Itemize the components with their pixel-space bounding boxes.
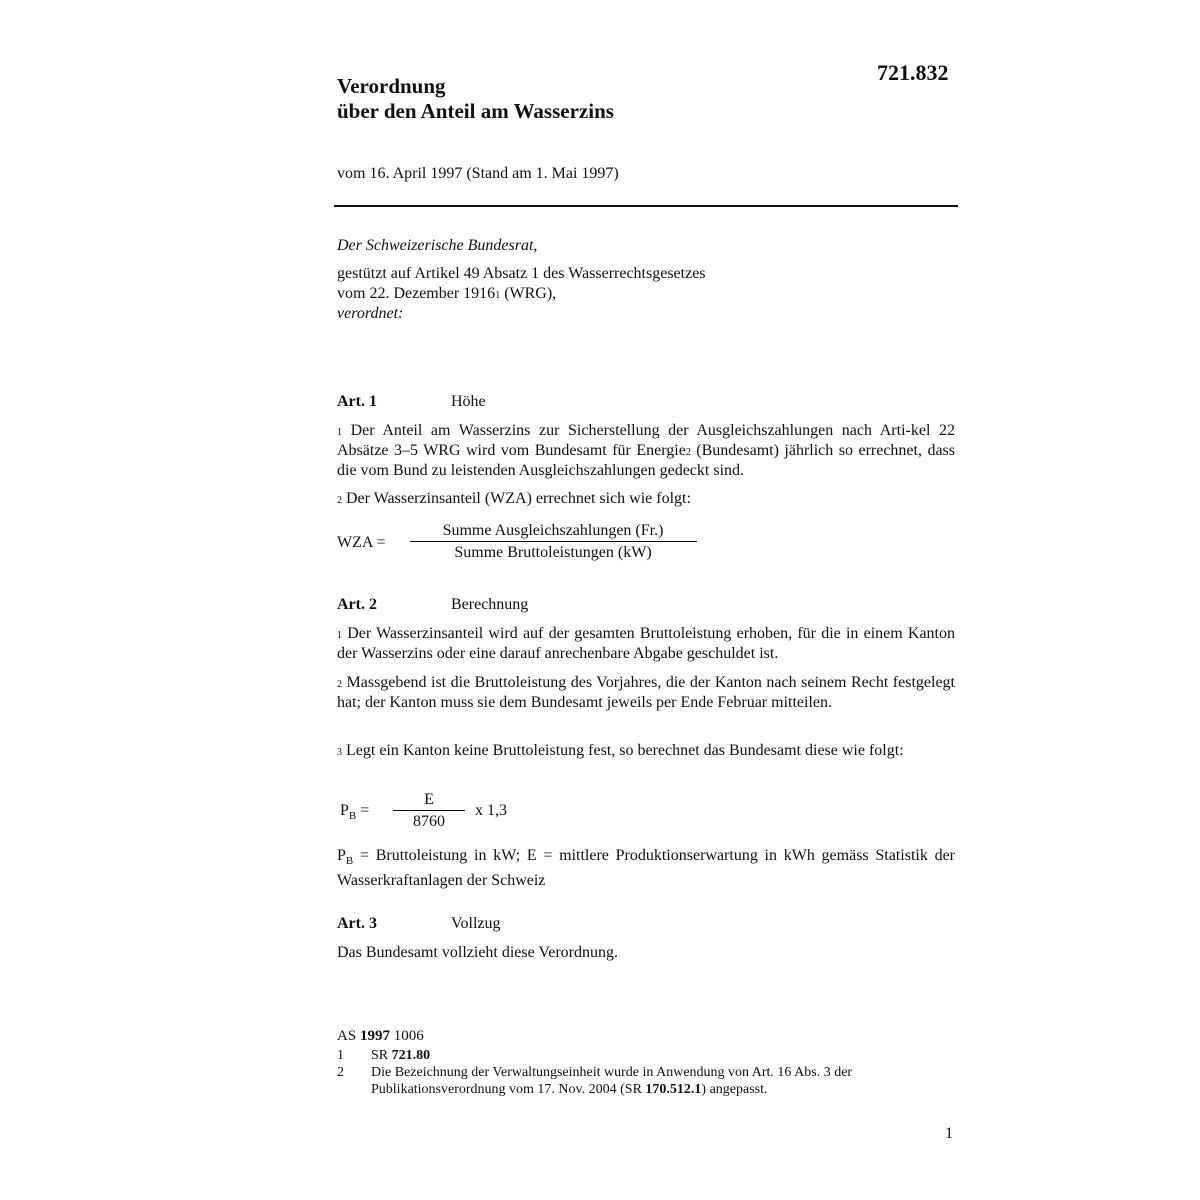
art2-p1-text: Der Wasserzinsanteil wird auf der gesamten Bruttoleistung erhoben, für die in einem Kanton der Wasserzins oder eine darauf anrechenbare Abgabe geschuldet ist.: [337, 625, 955, 662]
as-prefix: AS: [337, 1028, 360, 1044]
preamble: [337, 236, 957, 324]
footnote-1-mark: 1: [337, 1048, 344, 1063]
as-reference: [337, 1028, 424, 1045]
footnote-2: [371, 1064, 941, 1098]
art1-p1-text-b: (Bundesamt) jährlich so errechnet, dass die vom Bund zu leistenden Ausgleichszahlungen gedeckt sind.: [337, 442, 956, 479]
title-line-1: Verordnung: [337, 74, 446, 98]
paragraph-mark: 2: [337, 495, 342, 506]
preamble-basis-line-1: gestützt auf Artikel 49 Absatz 1 des Wasserrechtsgesetzes: [337, 265, 706, 282]
as-year: 1997: [359, 1028, 390, 1044]
pb-formula-numerator: E: [424, 791, 434, 808]
footnote-2-mark: 2: [337, 1065, 344, 1080]
art1-p1-text-a: Der Anteil am Wasserzins zur Sicherstellung der Ausgleichszahlungen nach Arti-kel 22 Absätze 3–5 WRG wird vom Bundesamt für Energie: [337, 422, 955, 459]
paragraph-mark: 1: [337, 427, 342, 438]
footnote-ref-1[interactable]: 1: [495, 290, 501, 301]
pb-formula-denominator: 8760: [413, 813, 445, 830]
basis-text: vom 22. Dezember 1916: [337, 285, 496, 302]
wza-formula-denominator: Summe Bruttoleistungen (kW): [454, 544, 652, 561]
wza-fraction-line: [410, 541, 697, 542]
pb-symbol: P: [340, 802, 349, 819]
art1-heading: [337, 393, 377, 411]
art1-p2-text: Der Wasserzinsanteil (WZA) errechnet sich wie folgt:: [342, 490, 691, 507]
art2-paragraph-1: [337, 624, 955, 664]
art2-paragraph-3: [337, 741, 955, 761]
pb-formula-factor: x 1,3: [475, 802, 507, 819]
legend-symbol: P: [337, 847, 346, 864]
pb-subscript: B: [348, 810, 357, 823]
art3-number: Art. 3: [337, 915, 377, 932]
art2-heading: [337, 596, 377, 614]
wza-formula-numerator: Summe Ausgleichszahlungen (Fr.): [442, 522, 664, 539]
title-line-2: über den Anteil am Wasserzins: [337, 99, 614, 123]
footnote-1-prefix: SR: [371, 1048, 392, 1063]
art2-paragraph-2: [337, 673, 955, 713]
pb-legend: [337, 846, 955, 891]
sr-number: 721.832: [877, 60, 949, 85]
paragraph-mark: 1: [337, 630, 342, 641]
document-title: [337, 74, 614, 124]
art1-paragraph-1: [337, 421, 955, 481]
art2-p3-text: Legt ein Kanton keine Bruttoleistung fest, so berechnet das Bundesamt diese wie folgt:: [342, 742, 904, 759]
pb-formula-lhs: [340, 801, 369, 826]
page-number: 1: [945, 1125, 953, 1142]
basis-text-end: (WRG),: [500, 285, 557, 302]
preamble-basis-line-2: [337, 284, 957, 304]
paragraph-mark: 2: [337, 679, 342, 690]
pb-equals: =: [356, 802, 370, 819]
paragraph-mark: 3: [337, 747, 342, 758]
footnote-1-sr-link[interactable]: 721.80: [391, 1048, 431, 1063]
art3-heading: [337, 915, 377, 933]
art2-title: Berechnung: [451, 596, 529, 613]
pb-fraction-line: [393, 810, 465, 811]
legend-text: = Bruttoleistung in kW; E = mittlere Produktionserwartung in kWh gemäss Statistik der Wasserkraftanlagen der Schweiz: [337, 847, 955, 890]
footnote-2-text-a: Die Bezeichnung der Verwaltungseinheit wurde in Anwendung von Art. 16 Abs. 3 der Publikationsverordnung vom 17. Nov. 2004 (SR: [371, 1065, 853, 1097]
art1-title: Höhe: [451, 393, 486, 410]
preamble-decree: verordnet:: [337, 305, 404, 322]
art2-number: Art. 2: [337, 596, 377, 613]
art3-title: Vollzug: [451, 915, 501, 932]
footnote-ref-2[interactable]: 2: [685, 447, 691, 458]
footnote-2-text-b: ) angepasst.: [701, 1082, 768, 1097]
preamble-authority: Der Schweizerische Bundesrat,: [337, 237, 538, 254]
art1-number: Art. 1: [337, 393, 377, 410]
as-page: 1006: [389, 1028, 424, 1044]
art3-paragraph-1: Das Bundesamt vollzieht diese Verordnung.: [337, 944, 618, 961]
footnote-1: [371, 1047, 430, 1064]
header-divider: [334, 205, 958, 207]
wza-formula-lhs: WZA =: [337, 534, 386, 551]
legend-subscript: B: [345, 855, 354, 868]
art2-p2-text: Massgebend ist die Bruttoleistung des Vorjahres, die der Kanton nach seinem Recht festgelegt hat; der Kanton muss sie dem Bundesamt jeweils per Ende Februar mitteilen.: [337, 674, 955, 711]
art1-paragraph-2: [337, 489, 955, 509]
footnote-2-sr-link[interactable]: 170.512.1: [645, 1082, 702, 1097]
date-line: vom 16. April 1997 (Stand am 1. Mai 1997): [337, 165, 619, 182]
